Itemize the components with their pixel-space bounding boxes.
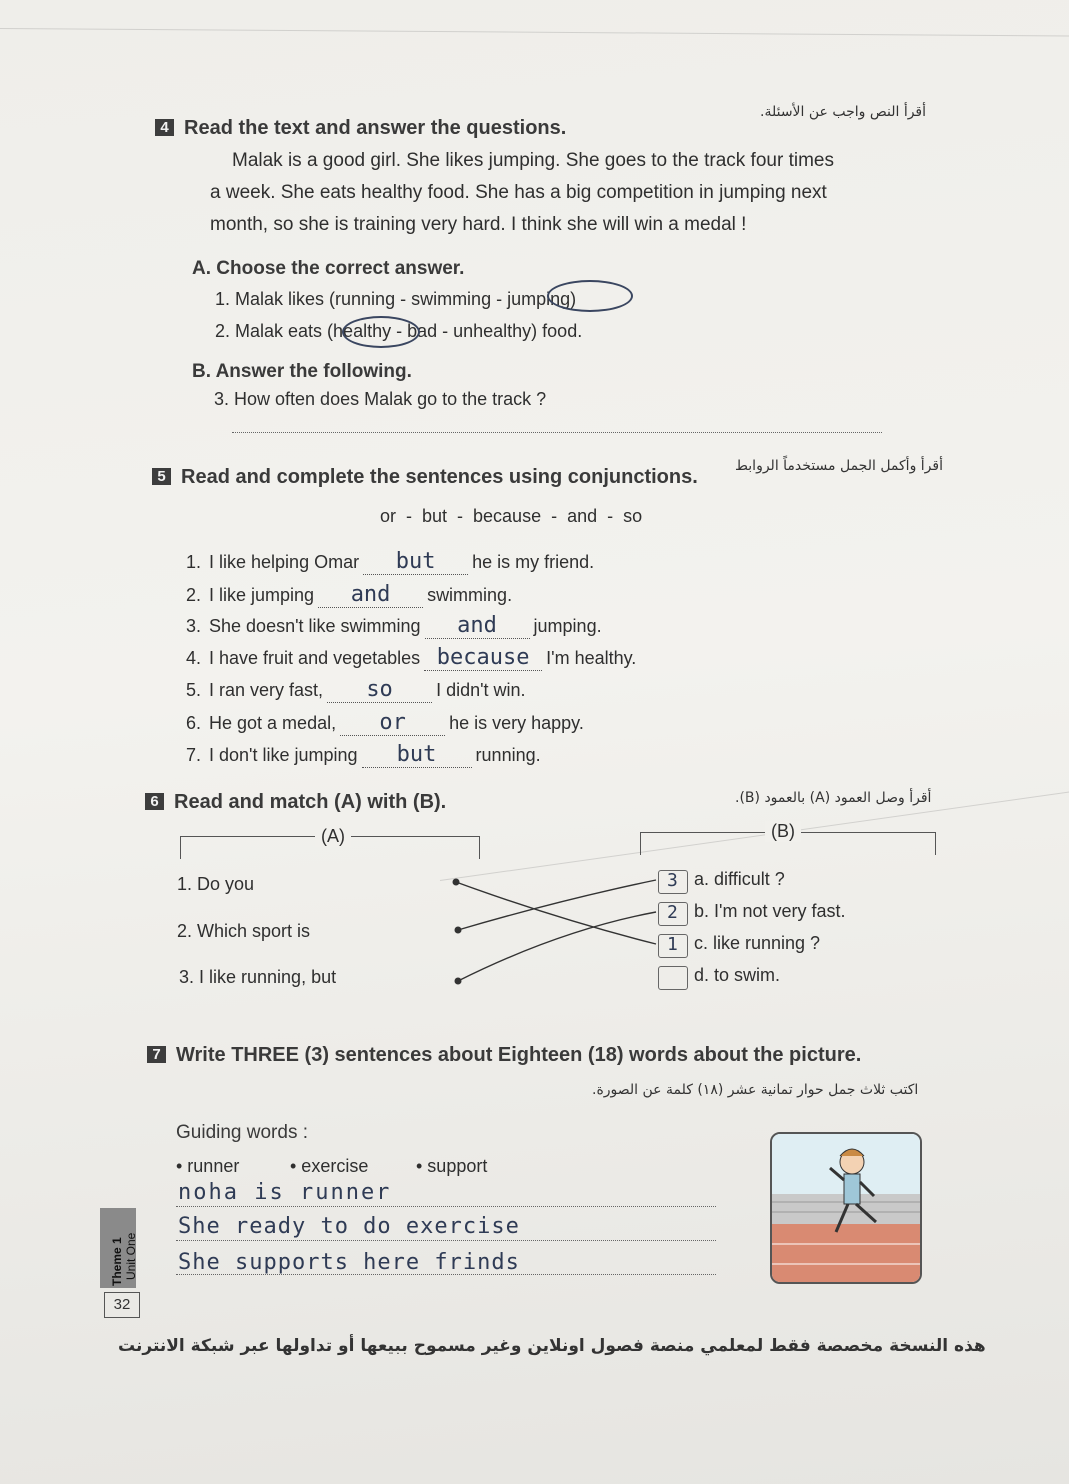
runner-illustration xyxy=(772,1134,920,1282)
sentence-before: I like helping Omar xyxy=(209,552,360,572)
theme-label: Theme 1 xyxy=(110,1237,124,1286)
sentence-after: swimming. xyxy=(427,585,513,605)
sentence-number: 3. xyxy=(186,616,202,636)
column-b-label: (B) xyxy=(765,821,801,842)
column-a-label: (A) xyxy=(315,826,351,847)
passage-line-3: month, so she is training very hard. I think she will win a medal ! xyxy=(210,214,747,235)
sentence-after: I didn't win. xyxy=(436,680,526,700)
sentence-number: 7. xyxy=(186,745,202,765)
blank-answer[interactable]: and xyxy=(425,613,530,639)
section4-title: Read the text and answer the questions. xyxy=(184,117,567,139)
section6-number: 6 xyxy=(145,793,164,810)
sentence-after: jumping. xyxy=(533,616,602,636)
sentence-after: I'm healthy. xyxy=(546,648,637,668)
written-answer-2: She ready to do exercise xyxy=(178,1214,520,1239)
sentence-after: he is very happy. xyxy=(449,713,584,733)
sentence-number: 5. xyxy=(186,680,202,700)
sentence-before: I ran very fast, xyxy=(209,680,324,700)
match-a-3: 3. I like running, but xyxy=(179,967,337,987)
section6-title-ar: أقرأ وصل العمود (A) بالعمود (B). xyxy=(735,790,932,806)
written-answer-1: noha is runner xyxy=(178,1180,392,1205)
passage-line-2: a week. She eats healthy food. She has a big competition in jumping next xyxy=(210,182,827,203)
page-number: 32 xyxy=(104,1292,140,1318)
sentence-number: 2. xyxy=(186,585,202,605)
guiding-word-exercise: • exercise xyxy=(290,1156,369,1176)
sentence-number: 6. xyxy=(186,713,202,733)
sentence-before: I like jumping xyxy=(209,585,315,605)
match-b-a: a. difficult ? xyxy=(694,869,785,889)
match-mark-a: 3 xyxy=(667,870,678,891)
section4-number: 4 xyxy=(155,119,174,136)
writing-line-2[interactable] xyxy=(176,1240,716,1241)
sentence-after: running. xyxy=(475,745,541,765)
match-line-2-a xyxy=(458,880,656,930)
sentence-before: I don't like jumping xyxy=(209,745,358,765)
runner-picture xyxy=(770,1132,922,1284)
blank-answer[interactable]: but xyxy=(362,742,472,768)
section4-title-ar: أقرأ النص واجب عن الأسئلة. xyxy=(760,104,927,120)
section7-heading xyxy=(147,1044,861,1067)
blank-answer[interactable]: but xyxy=(363,549,468,575)
section7-title: Write THREE (3) sentences about Eighteen (18) words about the picture. xyxy=(176,1044,862,1066)
blank-answer[interactable]: so xyxy=(327,677,432,703)
blank-answer[interactable]: because xyxy=(424,645,542,671)
match-mark-c: 1 xyxy=(667,934,678,955)
match-line-1-c xyxy=(456,882,656,944)
written-answer-3: She supports here frinds xyxy=(178,1250,520,1275)
passage-line-1: Malak is a good girl. She likes jumping. She goes to the track four times xyxy=(232,150,834,171)
copyright-notice-ar: هذه النسخة مخصصة فقط لمعلمي منصة فصول اونلاين وغير مسموح ببيعها أو تداولها عبر شبكة الانترنت xyxy=(118,1336,986,1356)
section5-title-ar: أقرأ وأكمل الجمل مستخدماً الروابط xyxy=(735,458,943,474)
writing-line-1[interactable] xyxy=(176,1206,716,1207)
guiding-word-runner: • runner xyxy=(176,1156,240,1176)
question-2: 2. Malak eats (healthy - bad - unhealthy) food. xyxy=(215,321,583,341)
match-a-1: 1. Do you xyxy=(177,874,255,894)
sentence-number: 1. xyxy=(186,552,202,572)
sentence-before: I have fruit and vegetables xyxy=(209,648,421,668)
sentence-before: He got a medal, xyxy=(209,713,337,733)
section5-title: Read and complete the sentences using conjunctions. xyxy=(181,466,698,488)
partA-title: A. Choose the correct answer. xyxy=(192,258,465,279)
guiding-word-support: • support xyxy=(416,1156,488,1176)
match-mark-b: 2 xyxy=(667,902,678,923)
match-a-2: 2. Which sport is xyxy=(177,921,311,941)
section6-title: Read and match (A) with (B). xyxy=(174,791,447,813)
section7-title-ar: اكتب ثلاث جمل حوار تمانية عشر (١٨) كلمة عن الصورة. xyxy=(592,1082,919,1098)
unit-label: Unit One xyxy=(124,1232,138,1280)
blank-answer[interactable]: or xyxy=(340,710,445,736)
section7-number: 7 xyxy=(147,1046,166,1063)
match-line-3-b xyxy=(458,912,656,981)
word-bank: or - but - because - and - so xyxy=(380,506,643,526)
sentence-number: 4. xyxy=(186,648,202,668)
sentence-before: She doesn't like swimming xyxy=(209,616,421,636)
question-3: 3. How often does Malak go to the track ? xyxy=(214,389,547,409)
match-b-d: d. to swim. xyxy=(694,965,781,985)
match-b-c: c. like running ? xyxy=(694,933,821,953)
guiding-words-title: Guiding words : xyxy=(176,1122,309,1143)
partB-title: B. Answer the following. xyxy=(192,361,412,382)
sentence-after: he is my friend. xyxy=(472,552,595,572)
section5-number: 5 xyxy=(152,468,171,485)
blank-answer[interactable]: and xyxy=(318,582,423,608)
question-1: 1. Malak likes (running - swimming - jumping) xyxy=(215,289,577,309)
match-b-b: b. I'm not very fast. xyxy=(694,901,846,921)
